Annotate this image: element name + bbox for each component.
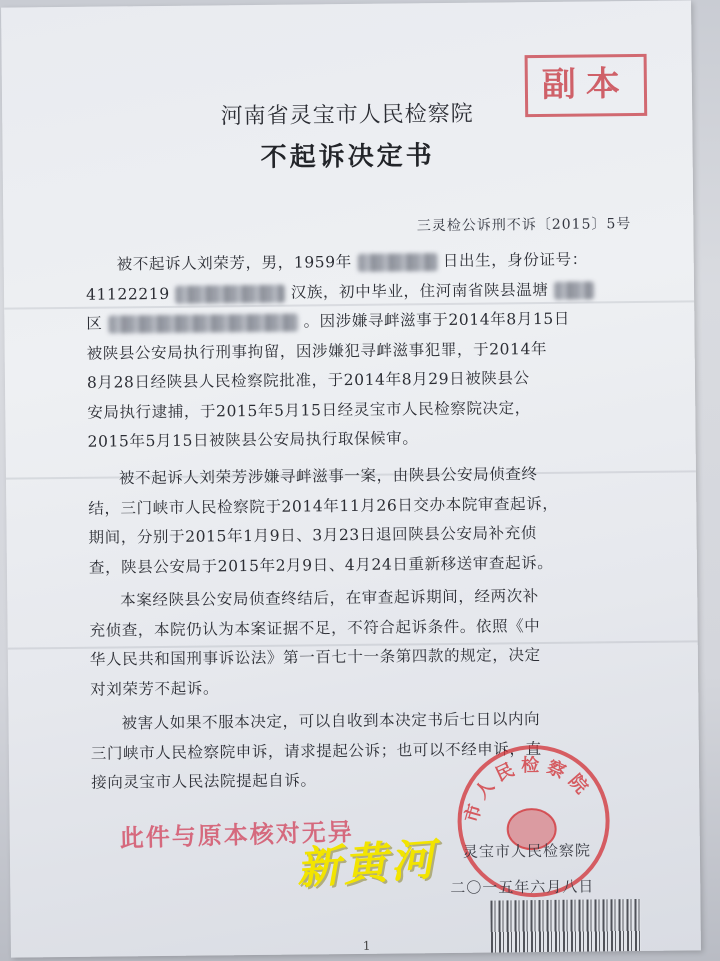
page-number: 1 — [362, 938, 371, 953]
org-title: 河南省灵宝市人民检察院 — [220, 101, 474, 130]
text-line: 8月28日经陕县人民检察院批准，于2014年8月29日被陕县公 — [86, 369, 530, 392]
text-line: 结，三门峡市人民检察院于2014年11月26日交办本院审查起诉， — [88, 494, 559, 518]
text-line: 接向灵宝市人民法院提起自诉。 — [91, 771, 317, 792]
text-line: 被害人如果不服本决定，可以自收到本决定书后七日以内向 — [121, 710, 541, 733]
text-line: 本案经陕县公安局侦查终结后，在审查起诉期间，经两次补 — [120, 587, 539, 610]
text-line: 被不起诉人刘荣芳涉嫌寻衅滋事一案，由陕县公安局侦查终 — [118, 465, 538, 488]
text-line: 华人民共和国刑事诉讼法》第一百七十一条第四款的规定，决定 — [89, 646, 541, 669]
seal-text: 市人民检察院 — [461, 755, 596, 825]
document-page — [1, 0, 701, 957]
text-line: 2015年5月15日被陕县公安局执行取保候审。 — [87, 429, 419, 451]
copy-stamp: 副本 — [525, 54, 648, 117]
issuing-org: 灵宝市人民检察院 — [462, 841, 592, 861]
text-line: 查，陕县公安局于2015年2月9日、4月24日重新移送审查起诉。 — [88, 553, 554, 577]
watermark-logo: 新黄河 — [294, 834, 439, 895]
redacted-block — [175, 284, 285, 303]
text-line: 被陕县公安局执行刑事拘留，因涉嫌犯寻衅滋事犯罪，于2014年 — [86, 339, 548, 363]
text-line: 41122219 — [85, 284, 170, 304]
text-line: 充侦查，本院仍认为本案证据不足，不符合起诉条件。依照《中 — [89, 616, 541, 640]
text-line: 汉族，初中毕业，住河南省陕县温塘 — [290, 280, 549, 302]
redacted-block — [554, 281, 594, 299]
redacted-block — [357, 253, 437, 272]
text-line: 被不起诉人刘荣芳，男，1959年 — [116, 252, 352, 274]
doc-title: 不起诉决定书 — [260, 141, 435, 173]
text-line: 安局执行逮捕，于2015年5月15日经灵宝市人民检察院决定， — [87, 398, 531, 422]
text-line: 期间，分别于2015年1月9日、3月23日退回陕县公安局补充侦 — [88, 524, 538, 547]
issue-date: 二〇一五年六月八日 — [450, 877, 595, 897]
barcode — [490, 899, 641, 958]
text-line: 区 — [86, 314, 103, 333]
paragraph-decision — [89, 581, 650, 705]
doc-number: 三灵检公诉刑不诉〔2015〕5号 — [416, 216, 632, 235]
text-line: 日出生，身份证号： — [442, 250, 588, 271]
text-line: 三门峡市人民检察院申诉，请求提起公诉；也可以不经申诉，直 — [90, 739, 542, 763]
verification-stamp: 此件与原本核对无异 — [119, 816, 355, 853]
redacted-block — [108, 314, 298, 334]
text-line: 对刘荣芳不起诉。 — [90, 678, 220, 699]
paragraph-defendant — [86, 245, 648, 457]
text-line: 。因涉嫌寻衅滋事于2014年8月15日 — [303, 309, 571, 331]
paragraph-case-history — [88, 459, 649, 583]
